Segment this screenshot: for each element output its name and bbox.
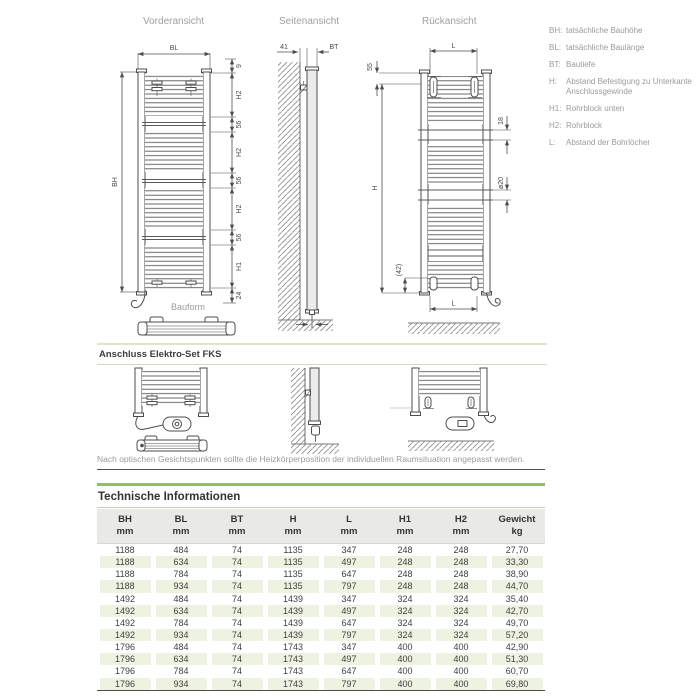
dim-chain-label: 56 — [236, 120, 243, 129]
table-cell: 1796 — [114, 666, 136, 677]
table-row — [97, 568, 545, 580]
electro-heating-element — [312, 426, 320, 442]
legend-description: Rohrblock — [566, 121, 603, 130]
table-cell: 74 — [212, 605, 263, 617]
table-cell: 74 — [231, 617, 242, 628]
table-cell: 634 — [156, 653, 207, 665]
table-cell: 497 — [324, 556, 375, 568]
table-cell: 347 — [341, 545, 357, 555]
section-divider — [97, 469, 545, 470]
table-cell: 1492 — [114, 617, 136, 628]
cable-curl — [484, 415, 495, 422]
table-cell: 324 — [397, 617, 413, 628]
legend-description: Abstand der Bohrlöcher — [566, 138, 651, 147]
legend-item — [549, 104, 699, 114]
electro-heating-element — [163, 417, 191, 431]
table-cell: 74 — [212, 580, 263, 592]
table-cell: 797 — [324, 580, 375, 592]
table-cell: 1492 — [100, 629, 151, 641]
dim-bt-label: BT — [329, 44, 339, 51]
legend-description: tatsächliche Bauhöhe — [566, 26, 643, 35]
table-title-divider — [97, 507, 545, 508]
table-cell: 248 — [436, 556, 487, 568]
dim-bh-label: BH — [112, 177, 119, 187]
electro-diagram-front — [125, 366, 265, 456]
legend-term: H2: — [549, 121, 562, 130]
table-cell: 347 — [341, 642, 357, 653]
electro-section-title: Anschluss Elektro-Set FKS — [97, 343, 547, 365]
table-cell: 248 — [380, 556, 431, 568]
legend-term: BL: — [549, 43, 562, 52]
table-cell: 400 — [380, 678, 431, 690]
side-view-title: Seitenansicht — [279, 16, 340, 27]
front-view-title: Vorderansicht — [143, 16, 205, 27]
dim-42-label: (42) — [396, 263, 403, 277]
table-row — [97, 678, 545, 690]
dim-chain-label: 56 — [236, 176, 243, 185]
table-cell: 400 — [453, 642, 469, 653]
table-cell: 27,70 — [505, 545, 529, 555]
table-cell: 934 — [156, 580, 207, 592]
table-cell: 1743 — [282, 666, 304, 677]
table-header-cell: H2 mm — [452, 514, 470, 537]
wall-hatch — [291, 368, 305, 444]
table-cell: 324 — [436, 629, 487, 641]
table-header-cell: Gewicht kg — [498, 514, 536, 537]
legend-term: H1: — [549, 104, 562, 113]
table-cell: 1135 — [283, 569, 303, 580]
front-view-drawing — [95, 40, 255, 340]
table-cell: 1743 — [282, 642, 304, 653]
table-cell: 1135 — [283, 545, 303, 555]
table-cell: 1796 — [100, 678, 151, 690]
table-cell: 497 — [324, 605, 375, 617]
dim-chain-label: H2 — [236, 148, 243, 157]
table-cell: 49,70 — [505, 617, 529, 628]
legend-item — [549, 43, 699, 53]
table-cell: 324 — [453, 617, 469, 628]
table-cell: 74 — [231, 666, 242, 677]
table-cell: 400 — [397, 642, 413, 653]
table-cell: 1188 — [100, 556, 151, 568]
table-cell: 634 — [156, 556, 207, 568]
table-cell: 74 — [231, 593, 242, 604]
table-cell: 74 — [212, 678, 263, 690]
electro-diagram-side — [285, 366, 345, 456]
table-cell: 1135 — [268, 556, 319, 568]
table-cell: 1492 — [100, 605, 151, 617]
table-cell: 42,90 — [505, 642, 529, 653]
table-cell: 51,30 — [492, 653, 543, 665]
table-cell: 35,40 — [505, 593, 529, 604]
legend-item — [549, 60, 699, 70]
table-cell: 484 — [173, 545, 189, 555]
table-cell: 44,70 — [492, 580, 543, 592]
bauform-top-view — [137, 436, 207, 451]
table-cell: 484 — [173, 593, 189, 604]
table-cell: 400 — [436, 678, 487, 690]
table-cell: 248 — [453, 569, 469, 580]
table-cell: 400 — [380, 653, 431, 665]
table-body — [97, 544, 545, 690]
dim-chain-label: H2 — [236, 204, 243, 214]
rear-radiator-body — [418, 70, 493, 295]
dim-55-label: 55 — [367, 63, 374, 71]
table-cell: 324 — [397, 593, 413, 604]
table-cell: 647 — [341, 569, 357, 580]
dim-18-label: 18 — [498, 117, 505, 125]
table-header-cell: BT mm — [228, 514, 246, 537]
table-cell: 1188 — [100, 580, 151, 592]
legend-description: Rohrblock unten — [566, 104, 625, 113]
dim-chain-label: 56 — [236, 233, 243, 242]
table-cell: 1188 — [115, 569, 135, 580]
table-cell: 57,20 — [492, 629, 543, 641]
table-cell: 33,30 — [492, 556, 543, 568]
table-cell: 934 — [156, 678, 207, 690]
table-cell: 1439 — [282, 593, 304, 604]
table-cell: 934 — [156, 629, 207, 641]
table-cell: 400 — [436, 653, 487, 665]
dim-bl-label: BL — [169, 45, 179, 52]
table-cell: 634 — [156, 605, 207, 617]
rear-view-title: Rückansicht — [422, 16, 477, 27]
bauform-label: Bauform — [170, 302, 206, 312]
table-row — [97, 580, 545, 592]
dim-h-label: H — [372, 185, 379, 191]
floor-hatch — [291, 444, 339, 454]
table-row — [97, 556, 545, 568]
technical-info-table — [97, 483, 545, 691]
table-cell: 1439 — [268, 605, 319, 617]
dim-41-label: 41 — [280, 44, 288, 51]
cable-hook — [136, 416, 163, 429]
table-cell: 1439 — [282, 617, 304, 628]
table-row — [97, 605, 545, 617]
dim-chain-label: 9 — [236, 64, 243, 68]
legend-term: BH: — [549, 26, 563, 35]
floor-hatch — [408, 323, 500, 334]
legend-item — [549, 77, 699, 97]
floor-hatch — [278, 320, 333, 331]
legend-item — [549, 138, 699, 148]
table-cell: 1439 — [268, 629, 319, 641]
table-cell: 42,70 — [492, 605, 543, 617]
dim-chain-label: H2 — [236, 90, 243, 100]
table-cell: 248 — [453, 545, 469, 555]
table-row — [97, 593, 545, 605]
table-header-cell: H1 mm — [396, 514, 414, 537]
table-row — [97, 544, 545, 556]
front-dim-chain — [211, 59, 243, 303]
legend-term: H: — [549, 77, 557, 86]
table-cell: 248 — [380, 580, 431, 592]
table-cell: 74 — [231, 569, 242, 580]
table-title: Technische Informationen — [98, 491, 241, 503]
table-row — [97, 629, 545, 641]
table-row — [97, 641, 545, 653]
table-cell: 60,70 — [505, 666, 529, 677]
table-cell: 38,90 — [505, 569, 529, 580]
table-row — [97, 617, 545, 629]
table-header-cell: H mm — [284, 514, 302, 537]
electro-diagram-rear — [390, 366, 510, 456]
table-cell: 647 — [341, 666, 357, 677]
table-header-row — [97, 509, 545, 544]
table-header-cell: L mm — [340, 514, 358, 537]
wall-hatch — [278, 62, 300, 320]
dim-o20-label: ø20 — [498, 176, 505, 190]
legend-list — [549, 26, 699, 155]
table-cell: 324 — [436, 605, 487, 617]
table-cell: 347 — [341, 593, 357, 604]
table-cell: 647 — [341, 617, 357, 628]
table-cell: 797 — [324, 678, 375, 690]
table-cell: 400 — [453, 666, 469, 677]
table-cell: 1743 — [268, 678, 319, 690]
side-view-drawing — [265, 40, 345, 340]
side-radiator-profile — [301, 67, 319, 328]
table-cell: 784 — [173, 569, 189, 580]
table-row — [97, 665, 545, 677]
table-row — [97, 653, 545, 665]
table-cell: 1135 — [268, 580, 319, 592]
table-cell: 69,80 — [492, 678, 543, 690]
dim-chain-label: 24 — [236, 291, 243, 300]
table-cell: 797 — [324, 629, 375, 641]
legend-item — [549, 26, 699, 36]
legend-term: L: — [549, 138, 556, 147]
table-cell: 74 — [231, 642, 242, 653]
table-cell: 484 — [173, 642, 189, 653]
legend-description: tatsächliche Baulänge — [566, 43, 645, 52]
table-cell: 784 — [173, 617, 189, 628]
electro-heating-element — [446, 417, 474, 430]
dim-l-top-label: L — [451, 43, 456, 50]
floor-hatch — [408, 441, 494, 451]
table-cell: 1188 — [115, 545, 135, 555]
table-cell: 1796 — [114, 642, 136, 653]
table-cell: 74 — [212, 556, 263, 568]
table-bottom-line — [97, 690, 545, 691]
legend-description: Bautiefe — [566, 60, 596, 69]
accent-bar — [97, 483, 545, 486]
table-cell: 784 — [173, 666, 189, 677]
table-cell: 248 — [397, 545, 413, 555]
legend-item — [549, 121, 699, 131]
front-radiator-body — [131, 69, 211, 308]
legend-term: BT: — [549, 60, 561, 69]
positioning-note: Nach optischen Gesichtspunkten sollte die Heizkörperposition der individuellen Raumsituation angepasst werden. — [97, 454, 525, 464]
table-cell: 324 — [380, 605, 431, 617]
table-header-cell: BL mm — [172, 514, 190, 537]
table-cell: 324 — [453, 593, 469, 604]
legend-description: Abstand Befestigung zu Unterkante Anschlussgewinde — [566, 77, 692, 96]
table-cell: 248 — [397, 569, 413, 580]
table-cell: 1796 — [100, 653, 151, 665]
table-header-cell: BH mm — [116, 514, 134, 537]
table-cell: 74 — [212, 653, 263, 665]
table-cell: 400 — [397, 666, 413, 677]
table-cell: 74 — [212, 629, 263, 641]
dim-chain-label: H1 — [236, 262, 243, 271]
table-cell: 248 — [436, 580, 487, 592]
table-cell: 74 — [231, 545, 242, 555]
bauform-top-view — [138, 317, 235, 335]
rear-view-drawing — [365, 40, 530, 340]
table-cell: 1492 — [114, 593, 136, 604]
table-cell: 497 — [324, 653, 375, 665]
table-cell: 324 — [380, 629, 431, 641]
table-cell: 1743 — [268, 653, 319, 665]
dim-l-bottom-label: L — [451, 300, 456, 308]
